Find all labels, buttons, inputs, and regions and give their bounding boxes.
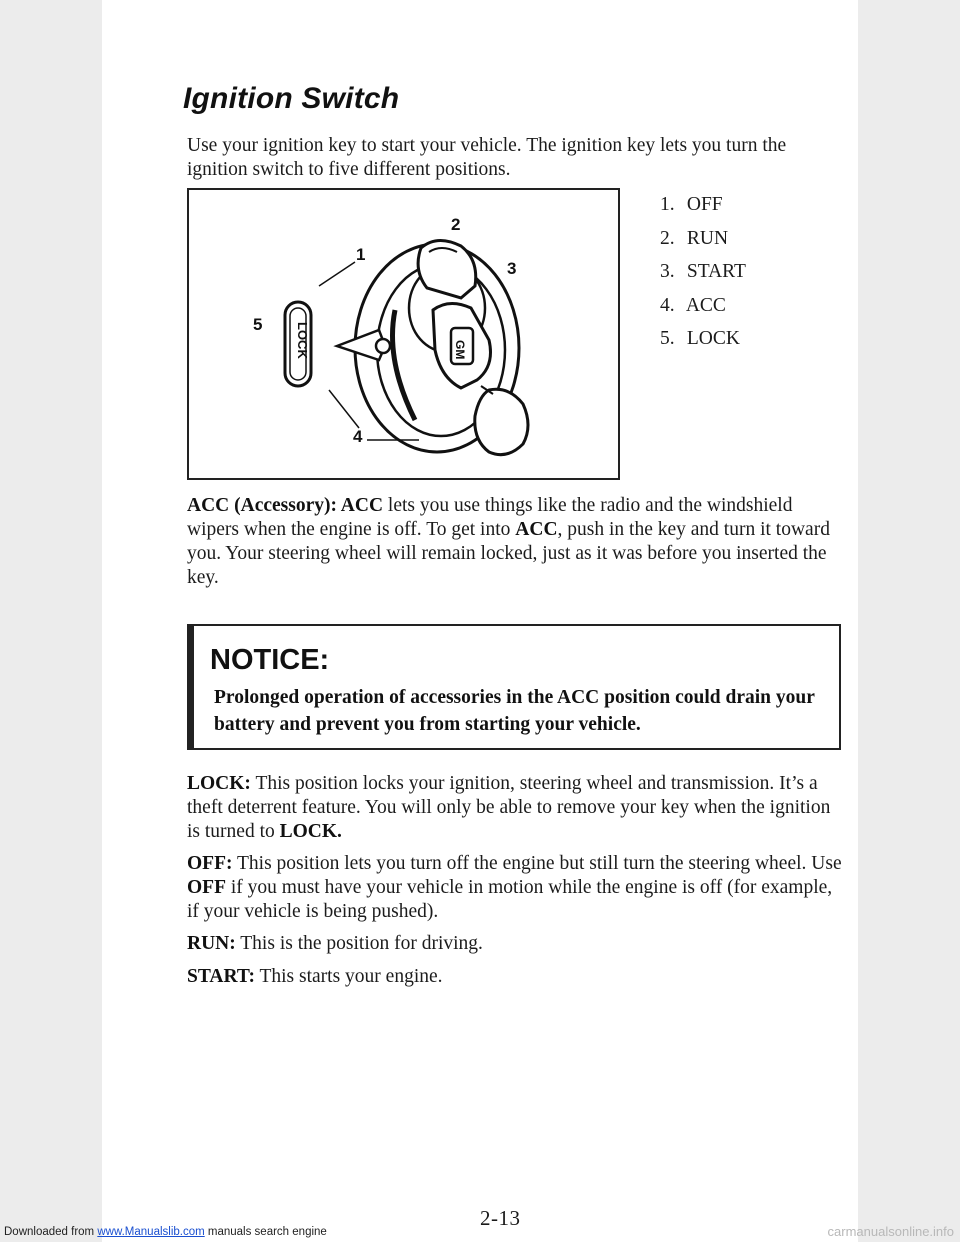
start-paragraph [187,965,847,989]
position-item-lock [660,322,746,356]
position-number: 4. [660,294,675,316]
download-footer [4,1226,327,1238]
off-text: This position lets you turn off the engine but still turn the steering wheel. Use [232,853,842,874]
lock-term-inline: LOCK. [279,821,342,842]
position-number: 3. [660,261,675,282]
start-term: START: [187,966,255,987]
position-item-start [660,255,746,289]
position-label: ACC [685,294,726,316]
ignition-switch-figure [187,188,620,480]
position-label: START [686,261,746,282]
page-number: 2-13 [480,1206,521,1230]
position-item-off [660,188,746,222]
notice-box [187,624,841,750]
callout-2: 2 [451,215,461,234]
off-text-cont: if you must have your vehicle in motion while the engine is off (for example, if your vehicle is being pushed). [187,877,833,922]
position-number: 1. [660,194,675,215]
ignition-switch-illustration [189,190,618,478]
section-title: Ignition Switch [183,82,400,115]
callout-5: 5 [253,315,263,334]
position-item-acc [660,289,746,323]
off-paragraph [187,852,847,924]
acc-term: ACC (Accessory): ACC [187,495,384,516]
callout-1: 1 [356,245,366,264]
position-label: LOCK [686,328,740,349]
lock-paragraph [187,772,847,844]
position-number: 5. [660,328,675,349]
callout-3: 3 [507,259,517,278]
position-label: OFF [686,194,723,215]
leader-line-4 [329,390,359,428]
notice-title: NOTICE: [210,644,330,676]
manual-page [102,0,858,1242]
start-text: This starts your engine. [254,966,443,987]
lock-label-text: LOCK [295,322,310,359]
run-paragraph [187,932,847,956]
gm-logo-text: GM [453,340,467,360]
off-term-inline: OFF [187,877,226,898]
off-term: OFF: [187,853,233,874]
acc-text-cont: , push in the key and turn it toward you. Your steering wheel will remain locked, just as it was before you inserted the key. [187,519,830,588]
leader-line-1 [319,262,355,286]
footer-prefix: Downloaded from [4,1226,98,1238]
callout-4: 4 [353,427,363,446]
watermark: carmanualsonline.info [827,1224,954,1239]
acc-text: lets you use things like the radio and the windshield wipers when the engine is off. To get into [187,495,793,540]
position-list [660,188,746,356]
run-term: RUN: [187,933,236,954]
position-number: 2. [660,227,675,249]
acc-term-inline: ACC [515,519,558,540]
run-text: This is the position for driving. [235,933,483,954]
intro-paragraph: Use your ignition key to start your vehicle. The ignition key lets you turn the ignition switch to five different positions. [187,135,787,180]
acc-paragraph [187,494,837,590]
footer-tagline: manuals search engine [204,1226,327,1238]
manualslib-link[interactable]: www.Manualslib.com [97,1226,205,1238]
key-blade [475,389,528,454]
notice-body: Prolonged operation of accessories in the ACC position could drain your battery and prevent you from starting your vehicle. [214,687,815,735]
lock-term: LOCK: [187,773,251,794]
position-item-run [660,222,746,256]
position-label: RUN [686,227,729,249]
lock-text: This position locks your ignition, steering wheel and transmission. It’s a theft deterrent feature. You will only be able to remove your key when the ignition is turned to [187,773,831,842]
